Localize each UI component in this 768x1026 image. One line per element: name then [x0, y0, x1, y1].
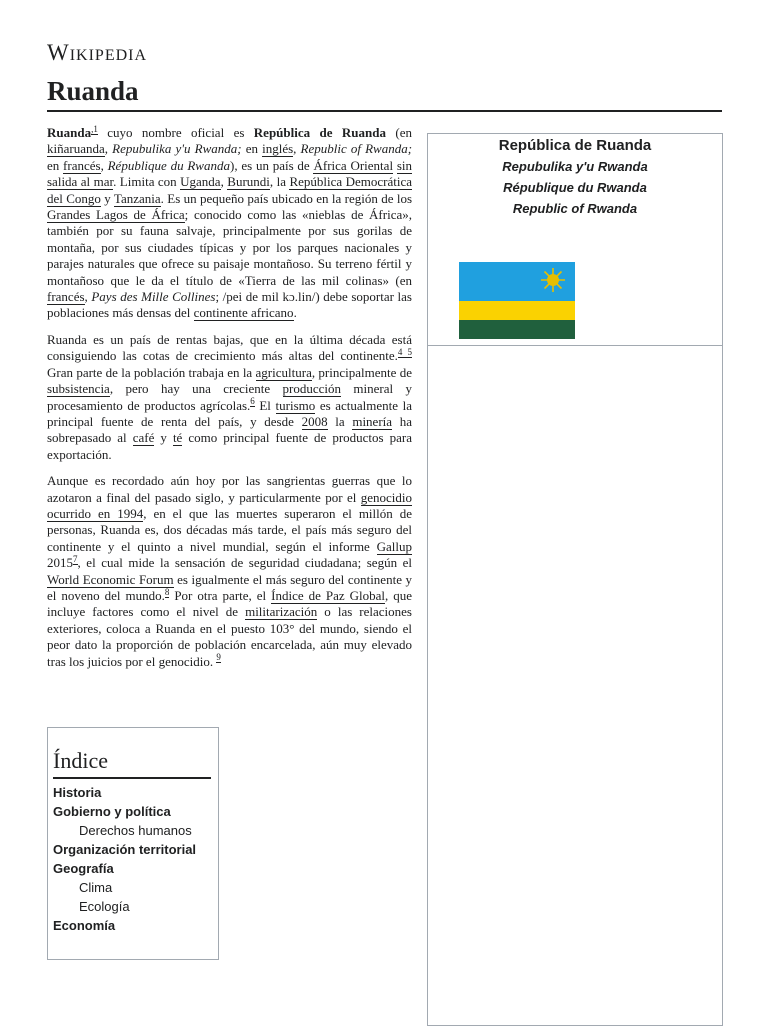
article-link[interactable]: República Democrática del Congo [47, 174, 412, 206]
article-link[interactable]: África Oriental [313, 157, 394, 173]
text-run: , que incluye factores como el nivel de [47, 587, 413, 620]
intro-paragraph-1 [47, 125, 412, 322]
rwanda-flag[interactable] [459, 262, 575, 339]
article-link[interactable]: World Economic Forum [47, 571, 174, 587]
citation-ref[interactable]: 6 [250, 396, 255, 407]
text-run: y [154, 430, 173, 446]
article-link[interactable]: Burundi [227, 174, 270, 190]
text-run: Por otra parte, el [169, 587, 272, 603]
italic-term: Pays des Mille Collines [91, 289, 216, 305]
article-link[interactable]: turismo [275, 397, 316, 413]
text-run: , pero hay una creciente [109, 381, 283, 397]
toc-item[interactable]: Organización territorial [53, 842, 197, 857]
article-link[interactable]: Índice de Paz Global [271, 587, 385, 603]
article-link[interactable]: Tanzania [113, 190, 161, 206]
text-run: ; /pei de mil kɔ.lin/) debe soportar las poblaciones más densas del [47, 289, 412, 321]
toc-item[interactable]: Clima [79, 880, 113, 895]
article-link[interactable]: Gallup [376, 538, 412, 554]
toc-item[interactable]: Geografía [53, 861, 114, 876]
text-run: como principal fuente de productos para exportación. [47, 430, 413, 462]
text-run: Aunque es recordado aún hoy por las sangrientas guerras que lo azotaron a final del pasado siglo, y particularmente por el [47, 473, 412, 505]
toc-item[interactable]: Derechos humanos [79, 823, 192, 838]
article-link[interactable]: 2008 [301, 413, 328, 429]
citation-ref[interactable]: 9 [216, 652, 221, 663]
wikipedia-logo[interactable]: Wikipedia [47, 40, 148, 65]
toc-item[interactable]: Historia [53, 785, 102, 800]
text-run: , el cual mide la sensación de seguridad ciudadana; según el [77, 555, 412, 571]
text-run: Gran parte de la población trabaja en la [47, 364, 256, 380]
article-link[interactable]: francés [47, 289, 85, 305]
flag-and-coat [428, 219, 722, 346]
citation-ref[interactable]: 4 5 [397, 346, 412, 357]
text-run: mineral y procesamiento de productos agrícolas. [47, 381, 412, 413]
text-run: ha sobrepasado al [47, 413, 412, 446]
flag-yellow-band [459, 301, 575, 320]
toc-item[interactable]: Ecología [79, 899, 130, 914]
text-run: Ruanda es un país de rentas bajas, que en la última década está consiguiendo las cotas de crecimiento más altas del continente. [47, 331, 412, 364]
text-run: es actualmente la principal fuente de renta del país, y desde [47, 397, 413, 429]
infobox-name-rw: Repubulika y'u Rwanda [502, 159, 648, 174]
intro-paragraph-2 [47, 332, 412, 463]
italic-term: Republic of Rwanda; [300, 141, 413, 157]
title-divider [47, 110, 722, 112]
article-link[interactable]: subsistencia [47, 381, 110, 397]
article-link[interactable]: militarización [245, 604, 318, 620]
infobox-name-es: República de Ruanda [498, 137, 652, 154]
article-link[interactable]: continente africano [193, 305, 294, 321]
text-run: , [84, 289, 92, 305]
text-run: y [100, 190, 114, 206]
text-run: la [327, 413, 353, 429]
infobox-header [428, 134, 722, 219]
text-run: , [293, 141, 301, 157]
article-link[interactable]: sin salida al mar [47, 157, 413, 190]
article-link[interactable]: kiñaruanda [47, 141, 105, 157]
article-link[interactable]: agricultura [255, 364, 312, 380]
citation-ref[interactable]: ,1 [91, 123, 98, 134]
flag-green-band [459, 320, 575, 339]
text-run: es igualmente el más seguro del continente y el noveno del mundo. [47, 571, 412, 603]
article-link[interactable]: francés [63, 157, 101, 173]
bold-term: Ruanda [47, 125, 92, 140]
toc-item[interactable]: Gobierno y política [53, 804, 171, 819]
toc-list [53, 785, 218, 933]
article-link[interactable]: inglés [262, 141, 294, 157]
italic-term: Repubulika y'u Rwanda; [112, 141, 242, 157]
text-run: ), es un país de [229, 157, 314, 173]
citation-ref[interactable]: 7 [73, 553, 78, 564]
text-run: en [241, 141, 263, 157]
intro-paragraph-3 [47, 473, 412, 670]
text-run: , [220, 174, 228, 190]
infobox [427, 133, 723, 1026]
text-run: , la [269, 174, 290, 190]
article-link[interactable]: té [172, 430, 183, 446]
flag-sun [541, 268, 565, 292]
text-run: o las relaciones exteriores, coloca a Ruanda en el puesto 103° del mundo, siendo el peor dato la proporción de población encarcelada, aún muy elevado tras los juicios por el genocidio. [47, 604, 412, 669]
infobox-name-fr: République du Rwanda [503, 180, 647, 195]
page-title: Ruanda [47, 76, 139, 106]
italic-term: République du Rwanda [107, 157, 230, 173]
article-body [47, 125, 412, 680]
text-run: , principalmente de [311, 364, 412, 380]
text-run: ; conocido como las «nieblas de África», también por su fauna salvaje, principalmente por sus gorilas de montaña, por sus ciudades típicas y por los parques nacionales y parajes naturales que ofrece su paisaje montañoso. Su terreno fértil y montañoso que le da el título de «Tierra de las mil colinas» (en [47, 207, 412, 288]
text-run: cuyo nombre oficial es [97, 125, 254, 140]
text-run: , [100, 157, 108, 173]
text-run: , en el que las muertes superaron el millón de personas, Ruanda es, dos décadas más tarde, el país más seguro del continente y el quinto a nivel mundial, según el informe [47, 505, 412, 554]
toc-item[interactable]: Economía [53, 918, 116, 933]
article-link[interactable]: café [132, 430, 155, 446]
text-run: . [293, 305, 297, 321]
bold-term: República de Ruanda [253, 125, 386, 140]
article-link[interactable]: Uganda [180, 174, 221, 190]
text-run: . Es un pequeño país ubicado en la región de los [160, 190, 412, 206]
text-run: 2015 [47, 555, 73, 571]
citation-ref[interactable]: 8 [164, 586, 170, 597]
text-run: (en [386, 125, 412, 140]
article-link[interactable]: Grandes Lagos de África [47, 207, 185, 223]
table-of-contents [47, 727, 219, 960]
article-link[interactable]: minería [352, 413, 393, 429]
infobox-name-en: Republic of Rwanda [512, 201, 638, 216]
article-link[interactable]: genocidio ocurrido en 1994 [47, 489, 412, 521]
text-run: . Limita con [113, 174, 181, 190]
toc-title: Índice [53, 748, 211, 779]
article-link[interactable]: producción [282, 381, 342, 397]
text-run: , [104, 141, 113, 157]
text-run: El [254, 397, 276, 413]
text-run: en [47, 157, 64, 173]
